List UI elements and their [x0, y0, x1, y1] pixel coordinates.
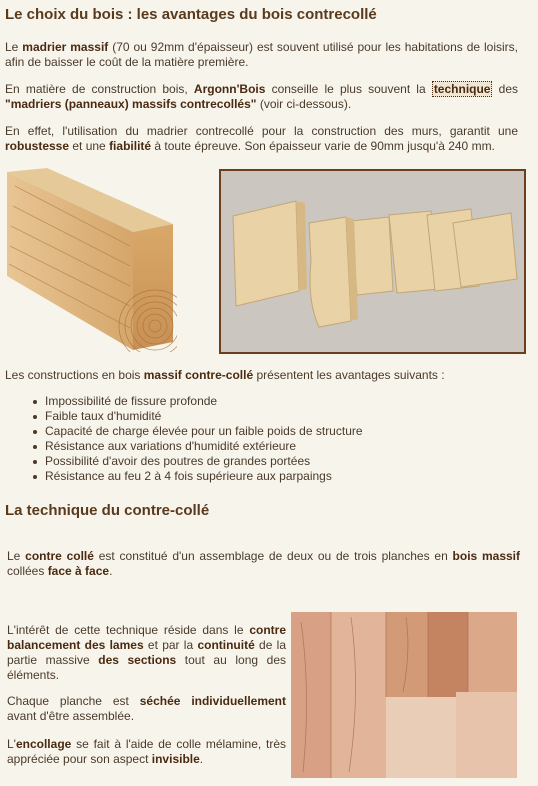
timber-profiles-image: [219, 169, 526, 354]
text: avant d'être assemblée.: [7, 709, 135, 723]
list-item: Faible taux d'humidité: [31, 409, 511, 424]
paragraph-sechage: [7, 694, 286, 724]
text: (voir ci-dessous).: [256, 97, 352, 111]
bold-encollage: encollage: [15, 737, 72, 751]
text: .: [109, 564, 113, 578]
text: tout au long des éléments.: [7, 653, 286, 682]
text: conseille le plus souvent la: [265, 82, 432, 96]
bold-massif-contre-colle: massif contre-collé: [143, 368, 254, 382]
section-title-technique: La technique du contre-collé: [5, 502, 210, 519]
paragraph-robustesse: [5, 124, 518, 154]
bold-continuite: continuité: [197, 638, 255, 652]
text: Le: [7, 549, 26, 563]
bold-madrier-massif: madrier massif: [22, 40, 109, 54]
list-item: Résistance aux variations d'humidité extérieure: [31, 439, 511, 454]
text: Le: [5, 40, 23, 54]
technique-link[interactable]: technique: [433, 82, 491, 96]
list-item: Impossibilité de fissure profonde: [31, 394, 511, 409]
text: et une: [69, 139, 110, 153]
list-item: Possibilité d'avoir des poutres de grandes portées: [31, 454, 511, 469]
paragraph-argonnbois: [5, 82, 518, 112]
text: présentent les avantages suivants :: [253, 368, 445, 382]
text: L'intérêt de cette technique réside dans le: [7, 623, 250, 637]
text: des: [492, 82, 518, 96]
bold-contre-balancement: contre balancement des lames: [7, 623, 286, 652]
text: (70 ou 92mm d'épaisseur) est souvent utilisé pour les habitations de loisirs, afin de baisser le coût de la matière première.: [5, 40, 518, 69]
bold-robustesse: robustesse: [5, 139, 70, 153]
list-item: Résistance au feu 2 à 4 fois supérieure aux parpaings: [31, 469, 511, 484]
advantages-list: [31, 394, 511, 484]
bold-argonnbois: Argonn'Bois: [193, 82, 266, 96]
paragraph-encollage: [7, 737, 286, 767]
text: .: [199, 752, 204, 766]
text: se fait à l'aide de colle mélamine, très appréciée pour son aspect: [7, 737, 286, 766]
text: est constitué d'un assemblage de deux ou de trois planches en: [93, 549, 453, 563]
bold-invisible: invisible: [151, 752, 200, 766]
paragraph-madrier-massif: [5, 40, 518, 70]
text: de la partie massive: [7, 638, 287, 667]
bold-bois-massif: bois massif: [452, 549, 521, 563]
text: En matière de construction bois,: [5, 82, 194, 96]
bold-sechee-individuellement: séchée individuellement: [139, 694, 286, 708]
bold-contre-colle: contre collé: [25, 549, 94, 563]
text: Les constructions en bois: [5, 368, 144, 382]
list-item: Capacité de charge élevée pour un faible poids de structure: [31, 424, 511, 439]
text: En effet, l'utilisation du madrier contrecollé pour la construction des murs, garantit une: [5, 124, 518, 138]
paragraph-interet: [7, 623, 286, 683]
glulam-closeup-image: [291, 612, 517, 778]
text: collées: [7, 564, 48, 578]
bold-fiabilite: fiabilité: [109, 139, 152, 153]
paragraph-contre-colle: [7, 549, 520, 579]
text: L': [7, 737, 16, 751]
text: et par la: [143, 638, 198, 652]
text: Chaque planche est: [7, 694, 140, 708]
section-title-choix-du-bois: Le choix du bois : les avantages du bois contrecollé: [5, 6, 377, 23]
bold-des-sections: des sections: [98, 653, 177, 667]
wood-beam-image: [5, 166, 177, 352]
bold-face-a-face: face à face: [47, 564, 110, 578]
paragraph-avantages-intro: [5, 368, 518, 383]
bold-madriers-massifs: "madriers (panneaux) massifs contrecollés": [5, 97, 257, 111]
text: à toute épreuve. Son épaisseur varie de 90mm jusqu'à 240 mm.: [151, 139, 495, 153]
